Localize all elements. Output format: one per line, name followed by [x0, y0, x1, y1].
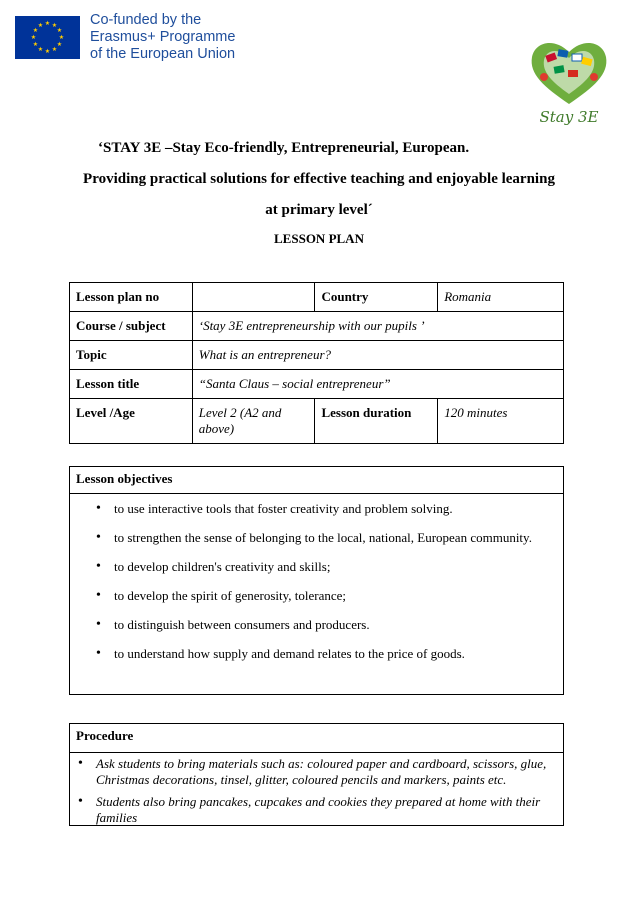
list-item: • to strengthen the sense of belonging to the local, national, European community. — [70, 529, 563, 558]
topic-label: Topic — [70, 341, 193, 370]
lesson-duration-label: Lesson duration — [315, 399, 438, 444]
list-item: • to develop the spirit of generosity, tolerance; — [70, 587, 563, 616]
topic-value: What is an entrepreneur? — [192, 341, 563, 370]
logo-text: Stay 3E — [539, 108, 599, 126]
table-row — [70, 312, 564, 341]
svg-text:★: ★ — [44, 20, 51, 27]
list-item: • Students also bring pancakes, cupcakes and cookies they prepared at home with their families — [70, 794, 555, 826]
country-value: Romania — [438, 283, 564, 312]
svg-text:★: ★ — [56, 41, 63, 48]
list-item: • to understand how supply and demand relates to the price of goods. — [70, 645, 563, 674]
procedure-heading: Procedure — [70, 724, 563, 753]
lesson-duration-value: 120 minutes — [438, 399, 564, 444]
lesson-objectives-heading: Lesson objectives — [70, 467, 563, 494]
eu-line-2: Erasmus+ Programme — [90, 29, 236, 45]
svg-text:★: ★ — [51, 46, 58, 53]
list-item: • to use interactive tools that foster creativity and problem solving. — [70, 500, 563, 529]
eu-cofunded-text — [90, 12, 235, 63]
level-age-value: Level 2 (A2 and above) — [192, 399, 315, 444]
procedure-section — [69, 723, 564, 826]
lesson-plan-no-value — [192, 283, 315, 312]
table-row — [70, 341, 564, 370]
course-subject-label: Course / subject — [70, 312, 193, 341]
eu-line-1: Co-funded by the — [90, 12, 202, 28]
lesson-plan-heading: LESSON PLAN — [274, 231, 364, 246]
course-subject-value: ‘Stay 3E entrepreneurship with our pupils ’ — [192, 312, 563, 341]
stay3e-heart-logo — [524, 32, 614, 132]
svg-text:★: ★ — [30, 34, 37, 41]
lesson-title-label: Lesson title — [70, 370, 193, 399]
lesson-title-value: “Santa Claus – social entrepreneur” — [192, 370, 563, 399]
table-row — [70, 399, 564, 444]
document-title-line-3: at primary level´ — [265, 202, 373, 218]
country-label: Country — [315, 283, 438, 312]
eu-line-3: of the European Union — [90, 46, 236, 62]
svg-text:★: ★ — [32, 41, 39, 48]
svg-text:★: ★ — [44, 48, 51, 55]
svg-text:★: ★ — [56, 27, 63, 34]
lesson-info-table — [69, 282, 564, 444]
svg-text:★: ★ — [32, 27, 39, 34]
svg-text:★: ★ — [51, 22, 58, 29]
procedure-list — [70, 753, 563, 826]
lesson-objectives-section — [69, 466, 564, 695]
document-title-line-2: Providing practical solutions for effective teaching and enjoyable learning — [83, 171, 555, 187]
svg-text:★: ★ — [37, 22, 44, 29]
list-item: • to distinguish between consumers and producers. — [70, 616, 563, 645]
list-item: • Ask students to bring materials such as: coloured paper and cardboard, scissors, glue, Christmas decorations, tinsel, glitter, coloured pencils and markers, paints etc. — [70, 756, 555, 788]
eu-flag-icon — [15, 16, 80, 59]
table-row — [70, 283, 564, 312]
list-item: • to develop children's creativity and skills; — [70, 558, 563, 587]
svg-text:★: ★ — [37, 46, 44, 53]
objectives-list — [70, 494, 563, 674]
document-title-line-1: ‘STAY 3E –Stay Eco-friendly, Entrepreneurial, European. — [98, 140, 470, 156]
lesson-plan-no-label: Lesson plan no — [70, 283, 193, 312]
svg-text:★: ★ — [58, 34, 65, 41]
level-age-label: Level /Age — [70, 399, 193, 444]
table-row — [70, 370, 564, 399]
